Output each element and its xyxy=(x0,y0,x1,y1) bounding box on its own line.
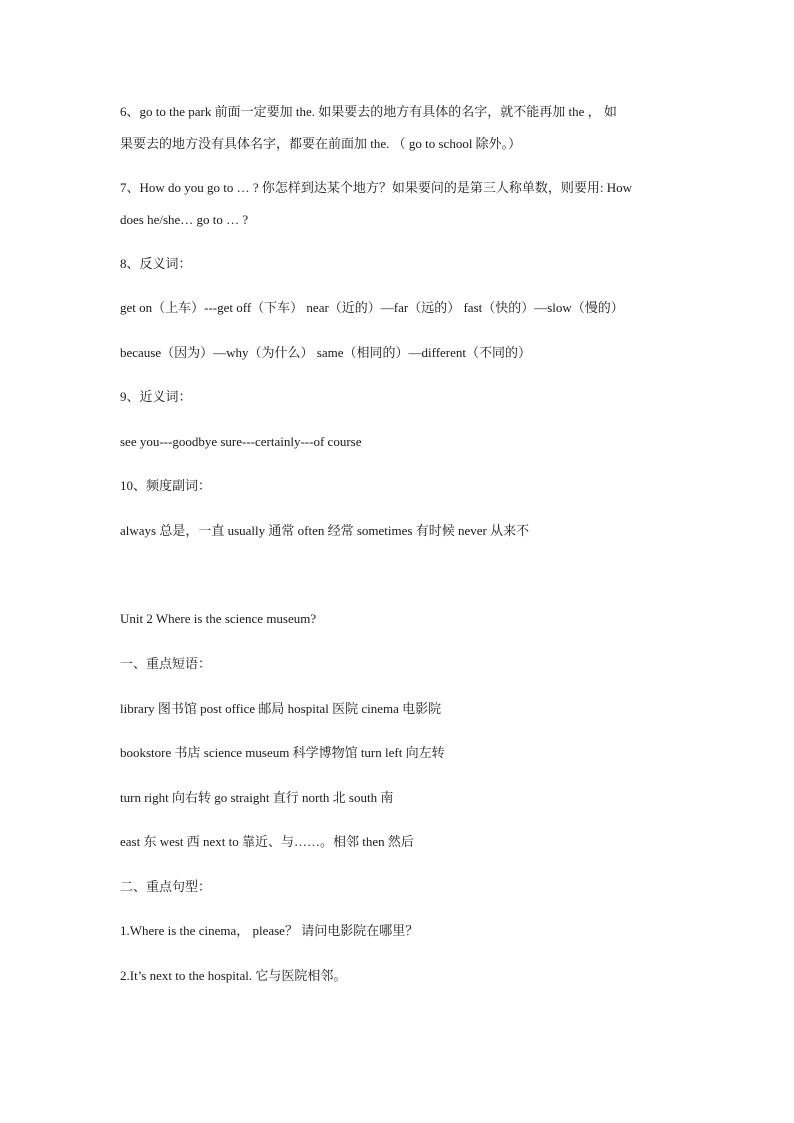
item9-heading: 9、近义词： xyxy=(120,389,192,404)
synonyms-line: see you---goodbye sure---certainly---of course xyxy=(120,434,362,449)
frequency-adverbs-line: always 总是，一直 usually 通常 often 经常 sometimes 有时候 never 从来不 xyxy=(120,523,530,538)
item7-line2: does he/she… go to … ? xyxy=(120,212,249,227)
unit-title: Unit 2 Where is the science museum? xyxy=(120,611,317,626)
item7-line1: 7、How do you go to … ? 你怎样到达某个地方？如果要问的是第三人称单数，则要用: How xyxy=(120,180,633,195)
item10-heading: 10、频度副词： xyxy=(120,478,212,493)
sentence-1: 1.Where is the cinema， please？ 请问电影院在哪里？ xyxy=(120,923,419,938)
item8-heading: 8、反义词： xyxy=(120,256,192,271)
sentence-2: 2.It’s next to the hospital. 它与医院相邻。 xyxy=(120,968,347,983)
phrases-heading: 一、重点短语： xyxy=(120,656,212,671)
phrase-row-1: library 图书馆 post office 邮局 hospital 医院 cinema 电影院 xyxy=(120,701,442,716)
phrase-row-4: east 东 west 西 next to 靠近、与……。相邻 then 然后 xyxy=(120,834,414,849)
sentences-heading: 二、重点句型： xyxy=(120,879,212,894)
antonyms-line2: because（因为）—why（为什么） same（相同的）—different（不同的） xyxy=(120,345,532,360)
antonyms-line1: get on（上车）---get off（下车） near（近的）—far（远的） fast（快的）—slow（慢的） xyxy=(120,300,624,315)
item6-line1: 6、go to the park 前面一定要加 the. 如果要去的地方有具体的名字，就不能再加 the ， 如 xyxy=(120,104,617,119)
item6-line2: 果要去的地方没有具体名字，都要在前面加 the. （ go to school 除外。） xyxy=(120,136,522,151)
phrase-row-2: bookstore 书店 science museum 科学博物馆 turn left 向左转 xyxy=(120,745,445,760)
phrase-row-3: turn right 向右转 go straight 直行 north 北 south 南 xyxy=(120,790,394,805)
